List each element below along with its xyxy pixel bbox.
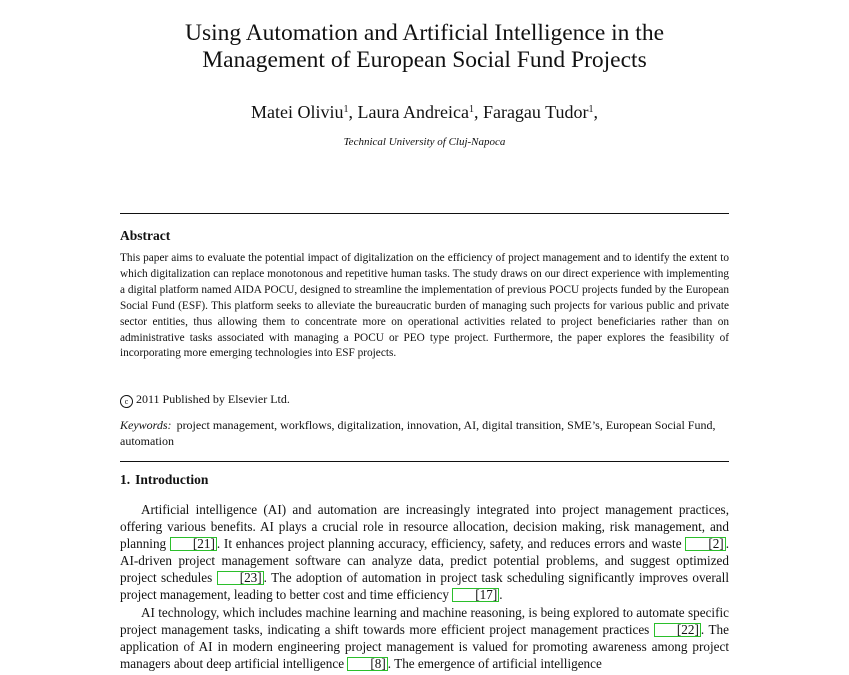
author-affiliation-mark: 1	[468, 104, 474, 115]
citation-link[interactable]: [23]	[217, 571, 264, 585]
paper-title	[100, 20, 749, 74]
paragraph-text: . The emergence of artificial intelligence	[387, 655, 602, 671]
paragraph	[120, 604, 729, 672]
keywords-label: Keywords:	[120, 418, 172, 432]
keywords-text: project management, workflows, digitalization, innovation, AI, digital transition, SME’s, European Social Fund, automation	[120, 418, 716, 448]
author-separator: ,	[348, 102, 358, 122]
citation-link[interactable]: [21]	[170, 537, 217, 551]
citation-link[interactable]: [8]	[347, 657, 387, 671]
author	[358, 102, 483, 122]
section-number: 1.	[120, 472, 131, 487]
author	[483, 102, 598, 122]
author-separator: ,	[473, 102, 483, 122]
section-title: Introduction	[135, 472, 209, 487]
citation-link[interactable]: [22]	[654, 623, 701, 637]
paragraph-text: .	[499, 587, 503, 603]
author-name: Laura Andreica	[357, 102, 469, 122]
abstract-text: This paper aims to evaluate the potential impact of digitalization on the efficiency of project management and to identify the extent to which digitalization can replace monotonous and repetitive human tasks. The study draws on our direct experience with implementing a digital platform named AIDA POCU, designed to streamline the implementation of previous POCU projects funded by the European Social Fund (ESF). This platform seeks to alleviate the bureaucratic burden of managing such projects for various public and private sector entities, thus allowing them to concentrate more on operational activities related to project beneficiaries rather than on administrative tasks associated with managing a POCU or PEO type project. Furthermore, the paper explores the feasibility of incorporating more emerging technologies into ESF projects.	[120, 252, 729, 360]
citation-link[interactable]: [17]	[452, 588, 499, 602]
paragraph-text: . The adoption of automation in project task scheduling significantly improves overall project management, leading to better cost and time efficiency	[120, 570, 729, 603]
citation-link[interactable]: [2]	[685, 537, 725, 551]
author	[251, 102, 358, 122]
paragraph	[120, 501, 729, 604]
paragraph-text: . The application of AI in modern engineering project management is valued for promoting awareness among project managers about deep artificial intelligence	[120, 621, 730, 671]
abstract-heading: Abstract	[120, 228, 171, 243]
paragraph-text: . It enhances project planning accuracy, efficiency, safety, and reduces errors and waste	[216, 536, 686, 552]
copyright-icon: c	[120, 395, 133, 408]
keywords	[120, 418, 729, 449]
author-name: Faragau Tudor	[482, 102, 589, 122]
author-name: Matei Oliviu	[251, 102, 344, 122]
section-heading	[120, 472, 208, 488]
paper-title-line-1: Using Automation and Artificial Intelligence in the	[184, 20, 665, 46]
copyright-notice	[120, 392, 729, 408]
copyright-text: 2011 Published by Elsevier Ltd.	[136, 392, 290, 406]
paper-title-line-2: Management of European Social Fund Projects	[202, 47, 647, 73]
divider-section	[120, 461, 729, 462]
author-affiliation-mark: 1	[588, 104, 594, 115]
paragraph-text: . AI-driven project management software can analyze data, predict potential problems, and suggest optimized project schedules	[120, 536, 729, 586]
author-separator: ,	[593, 102, 598, 122]
paragraph-text: Artificial intelligence (AI) and automation are increasingly integrated into project management practices, offering various benefits. AI plays a crucial role in resource allocation, decision making, risk management, and planning	[120, 502, 729, 552]
author-affiliation-mark: 1	[343, 104, 349, 115]
author-list	[100, 101, 749, 123]
divider-top	[120, 213, 729, 214]
paragraph-text: AI technology, which includes machine learning and machine reasoning, is being explored to automate specific project management tasks, indicating a shift towards more efficient project management practices	[120, 604, 729, 637]
affiliation: Technical University of Cluj-Napoca	[343, 136, 506, 148]
section-body	[120, 501, 729, 672]
